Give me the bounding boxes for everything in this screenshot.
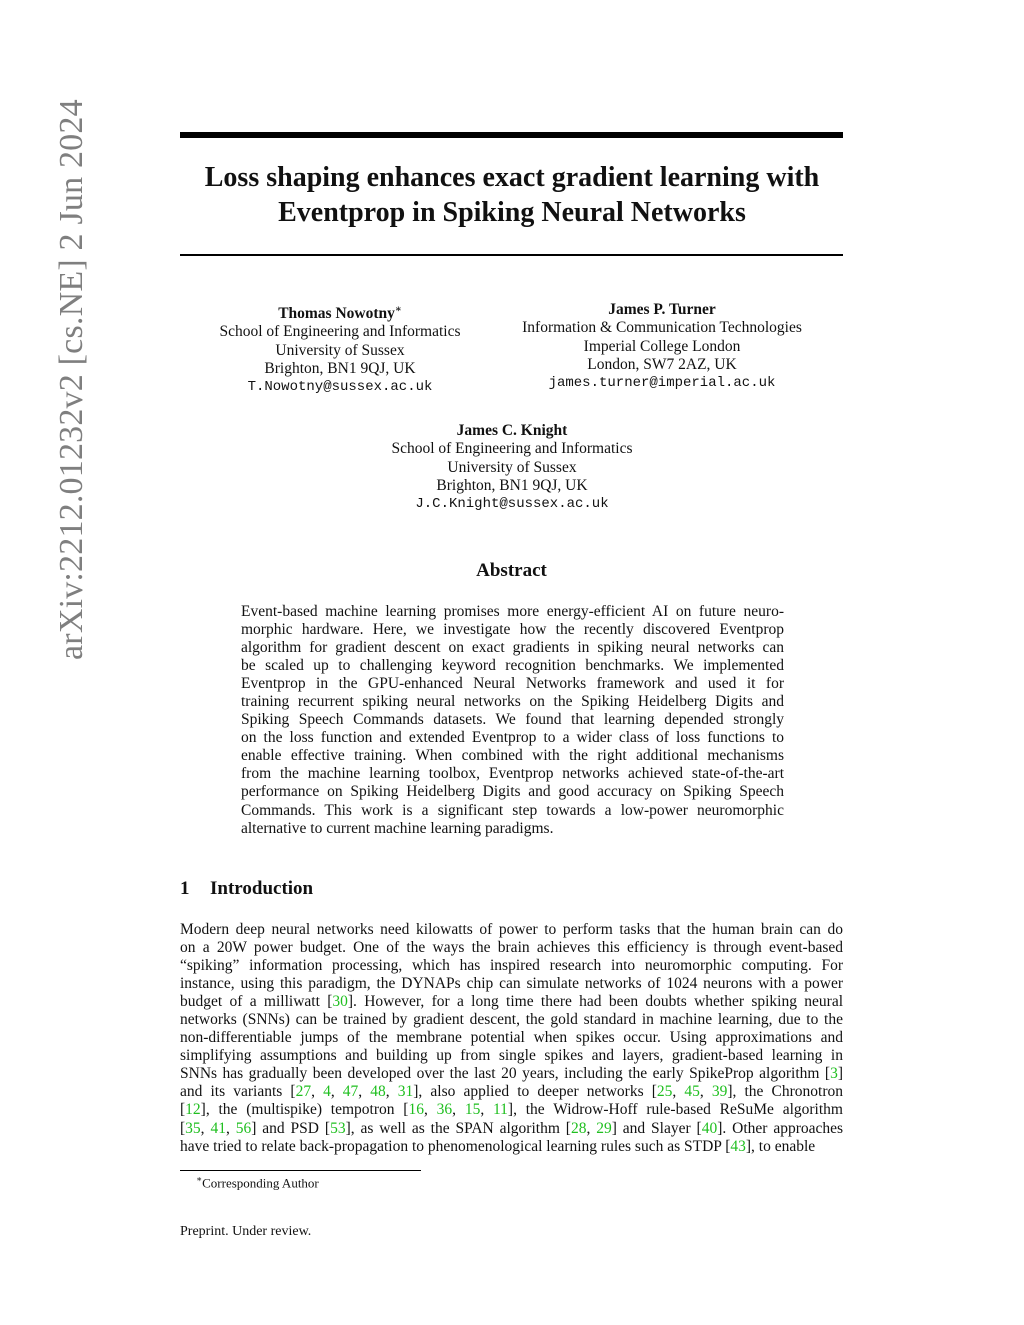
intro-text: , xyxy=(358,1083,371,1101)
intro-line xyxy=(180,993,843,1011)
section-title: Introduction xyxy=(210,878,314,899)
author-block-knight xyxy=(352,422,672,513)
intro-text: ], the Widrow-Hoff rule-based ReSuMe algorithm xyxy=(507,1101,843,1119)
intro-text: and its variants [ xyxy=(180,1083,296,1101)
citation-link[interactable]: 48 xyxy=(370,1083,386,1101)
author-name: Thomas Nowotny∗ xyxy=(278,304,402,323)
citation-link[interactable]: 27 xyxy=(295,1083,312,1101)
intro-text: non-differentiable jumps of the membrane potential when spikes occur. Using approximations and xyxy=(180,1029,843,1047)
intro-text: ] and PSD [ xyxy=(251,1119,331,1137)
intro-line xyxy=(180,1011,843,1029)
intro-text: have tried to relate back-propagation to phenomenological learning rules such as STDP [ xyxy=(180,1137,731,1155)
abstract-line: morphic hardware. Here, we investigate how the recently discovered Eventprop xyxy=(241,621,784,639)
author-name: James P. Turner xyxy=(608,301,716,318)
abstract-line: on the loss function and extended Eventprop to a wider class of loss functions to xyxy=(241,729,784,747)
intro-line xyxy=(180,1138,843,1156)
title-rule-top xyxy=(180,132,843,138)
intro-text: ], the Chronotron xyxy=(727,1083,843,1101)
arxiv-identifier: arXiv:2212.01232v2 [cs.NE] 2 Jun 2024 xyxy=(53,99,90,660)
author-name: James C. Knight xyxy=(456,422,568,439)
citation-link[interactable]: 45 xyxy=(684,1083,700,1101)
intro-text: networks (SNNs) can be trained by gradient descent, the gold standard in machine learning, due to the xyxy=(180,1011,843,1029)
intro-text: “spiking” information processing, which has inspired research into neuromorphic computing. For xyxy=(180,957,843,975)
author-institution: University of Sussex xyxy=(447,458,577,476)
abstract-line: Event-based machine learning promises more energy-efficient AI on future neuro- xyxy=(241,603,784,620)
intro-text: [ xyxy=(180,1119,186,1137)
title-rule-bottom xyxy=(180,254,843,256)
citation-link[interactable]: 15 xyxy=(464,1101,481,1119)
author-block-nowotny xyxy=(200,301,480,397)
author-address: Brighton, BN1 9QJ, UK xyxy=(436,476,588,494)
intro-text: ], also applied to deeper networks [ xyxy=(413,1083,657,1101)
intro-text: ], the (multispike) tempotron [ xyxy=(200,1101,409,1119)
citation-link[interactable]: 16 xyxy=(408,1101,424,1119)
abstract-line: training recurrent spiking neural networks on the Spiking Heidelberg Digits and xyxy=(241,693,784,711)
citation-link[interactable]: 4 xyxy=(323,1083,331,1101)
author-email[interactable]: T.Nowotny@sussex.ac.uk xyxy=(247,379,433,396)
intro-text: , xyxy=(311,1083,324,1101)
intro-text: instance, using this paradigm, the DYNAPs chip can simulate networks of 1024 neurons with a power xyxy=(180,975,843,993)
arxiv-sidebar xyxy=(22,99,90,958)
citation-link[interactable]: 40 xyxy=(701,1119,718,1137)
author-block-turner xyxy=(496,301,828,392)
intro-text: [ xyxy=(180,1101,186,1119)
intro-text: simplifying assumptions and building up from single spikes and layers, gradient-based learning in xyxy=(180,1047,843,1065)
abstract-line: be scaled up to challenging keyword recognition benchmarks. We implemented xyxy=(241,657,784,675)
intro-text: , xyxy=(699,1083,712,1101)
footnote xyxy=(196,1174,319,1191)
abstract-heading: Abstract xyxy=(476,560,547,581)
intro-text: ], to enable xyxy=(745,1137,816,1155)
intro-line xyxy=(180,921,843,939)
title-line-2: Eventprop in Spiking Neural Networks xyxy=(278,197,746,228)
intro-line xyxy=(180,957,843,975)
corresponding-mark: ∗ xyxy=(394,304,402,315)
abstract-line: algorithm for gradient descent on exact gradients in spiking neural networks can xyxy=(241,639,784,657)
author-department: Information & Communication Technologies xyxy=(522,319,802,337)
intro-line xyxy=(180,975,843,993)
intro-line xyxy=(180,1083,843,1101)
intro-text: , xyxy=(480,1101,493,1119)
abstract-body xyxy=(241,603,784,838)
title-line-1: Loss shaping enhances exact gradient learning with xyxy=(204,162,820,193)
author-institution: Imperial College London xyxy=(583,337,741,355)
footnote-rule xyxy=(180,1170,421,1171)
intro-line xyxy=(180,1047,843,1065)
author-department: School of Engineering and Informatics xyxy=(219,323,461,341)
intro-text: SNNs has gradually been developed over the last 20 years, including the early SpikeProp algorithm [ xyxy=(180,1065,831,1083)
intro-text: , xyxy=(225,1119,236,1137)
footnote-text: Corresponding Author xyxy=(202,1175,319,1191)
abstract-line: from the machine learning toolbox, Eventprop networks achieved state-of-the-art xyxy=(241,765,784,783)
intro-line xyxy=(180,1101,843,1119)
citation-link[interactable]: 35 xyxy=(185,1119,201,1137)
section-number: 1 xyxy=(180,878,190,899)
intro-text: budget of a milliwatt [ xyxy=(180,993,333,1011)
citation-link[interactable]: 36 xyxy=(436,1101,453,1119)
intro-line xyxy=(180,1120,843,1138)
citation-link[interactable]: 31 xyxy=(397,1083,414,1101)
intro-text: on a 20W power budget. One of the ways the brain achieves this efficiency is through event-based xyxy=(180,939,843,957)
citation-link[interactable]: 43 xyxy=(730,1137,746,1155)
intro-text: ] and Slayer [ xyxy=(611,1119,702,1137)
citation-link[interactable]: 11 xyxy=(492,1101,508,1119)
intro-text: , xyxy=(423,1101,437,1119)
abstract-line: Eventprop in the GPU-enhanced Neural Networks framework and used it for xyxy=(241,675,784,693)
intro-text: , xyxy=(586,1119,597,1137)
citation-link[interactable]: 30 xyxy=(332,993,348,1011)
abstract-line: alternative to current machine learning paradigms. xyxy=(241,819,554,837)
author-address: London, SW7 2AZ, UK xyxy=(587,355,737,373)
citation-link[interactable]: 3 xyxy=(830,1065,838,1083)
intro-text: ]. Other approaches xyxy=(717,1119,844,1137)
citation-link[interactable]: 28 xyxy=(570,1119,587,1137)
intro-line xyxy=(180,939,843,957)
citation-link[interactable]: 39 xyxy=(711,1083,728,1101)
intro-text: , xyxy=(385,1083,398,1101)
intro-text: ] xyxy=(837,1065,843,1083)
citation-link[interactable]: 47 xyxy=(342,1083,359,1101)
citation-link[interactable]: 56 xyxy=(235,1119,252,1137)
preprint-notice: Preprint. Under review. xyxy=(180,1224,312,1239)
intro-line xyxy=(180,1065,843,1083)
intro-text: , xyxy=(330,1083,343,1101)
abstract-line: performance on Spiking Heidelberg Digits and good accuracy on Spiking Speech xyxy=(241,783,784,801)
paper-title xyxy=(150,160,874,230)
author-department: School of Engineering and Informatics xyxy=(391,440,633,458)
citation-link[interactable]: 25 xyxy=(656,1083,673,1101)
intro-text: Modern deep neural networks need kilowatts of power to perform tasks that the human brain can do xyxy=(180,921,843,938)
citation-link[interactable]: 53 xyxy=(330,1119,346,1137)
abstract-line: enable effective training. When combined with the right additional mechanisms xyxy=(241,747,784,765)
author-email[interactable]: J.C.Knight@sussex.ac.uk xyxy=(415,496,609,513)
author-email[interactable]: james.turner@imperial.ac.uk xyxy=(548,375,776,392)
intro-text: , xyxy=(452,1101,465,1119)
section-heading-introduction xyxy=(180,878,313,900)
abstract-line: Spiking Speech Commands datasets. We found that learning depended strongly xyxy=(241,711,784,729)
intro-text: ], as well as the SPAN algorithm [ xyxy=(345,1119,571,1137)
author-institution: University of Sussex xyxy=(275,341,405,359)
abstract-line: Commands. This work is a significant step towards a low-power neuromorphic xyxy=(241,801,784,819)
author-address: Brighton, BN1 9QJ, UK xyxy=(264,360,416,378)
citation-link[interactable]: 12 xyxy=(185,1101,201,1119)
intro-text: , xyxy=(672,1083,685,1101)
intro-line xyxy=(180,1029,843,1047)
citation-link[interactable]: 29 xyxy=(596,1119,612,1137)
introduction-body xyxy=(180,921,843,1156)
intro-text: , xyxy=(200,1119,211,1137)
intro-text: ]. However, for a long time there had been doubts whether spiking neural xyxy=(347,993,844,1011)
footnote-mark: ∗ xyxy=(196,1174,203,1184)
citation-link[interactable]: 41 xyxy=(210,1119,226,1137)
